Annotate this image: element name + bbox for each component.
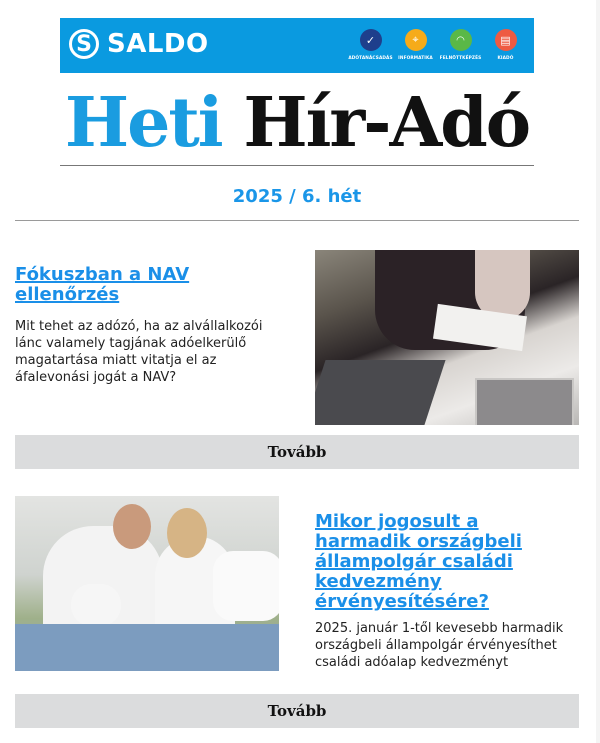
image-father-head: [113, 504, 151, 549]
image-boy: [213, 551, 279, 621]
division-kiado[interactable]: [483, 29, 528, 61]
scrollbar[interactable]: [596, 0, 600, 743]
masthead-heti: Heti: [64, 83, 222, 163]
article-1-description: Mit tehet az adózó, ha az alvállalkozói lánc valamely tagjának adóelkerülő magatartása miatt vitatja el az áfalevonási jogát a NAV?: [15, 319, 263, 385]
division-links: [348, 29, 528, 61]
division-label: INFORMATIKA: [398, 56, 433, 61]
saldo-logo[interactable]: [69, 29, 209, 59]
image-mother-head: [167, 508, 207, 558]
article-2-title-link[interactable]: Mikor jogosult a harmadik országbeli állampolgár családi kedvezmény érvényesítésére?: [315, 511, 522, 612]
masthead-hir-ado: Hír-Adó: [243, 83, 530, 163]
masthead-title: [60, 82, 534, 164]
article-1-title-link[interactable]: Fókuszban a NAV ellenőrzés: [15, 264, 190, 305]
graduation-cap-icon: ◠: [450, 29, 472, 51]
masthead-divider: [60, 165, 534, 166]
image-toddler: [71, 584, 121, 626]
division-felnottkepzes[interactable]: [438, 29, 483, 61]
division-label: KIADÓ: [497, 56, 514, 61]
article-1-image[interactable]: [315, 250, 579, 425]
article-2-image[interactable]: [15, 496, 279, 671]
image-jeans: [15, 624, 279, 671]
logo-text: SALDO: [107, 29, 209, 59]
article-2-description: 2025. január 1-től kevesebb harmadik országbeli állampolgár érvényesíthet családi adóalap kedvezményt: [315, 621, 564, 670]
image-laptop: [315, 360, 446, 425]
article-2-more-button[interactable]: Tovább: [15, 694, 579, 728]
division-label: ADÓTANÁCSADÁS: [348, 56, 393, 61]
tax-advisory-icon: ✓: [360, 29, 382, 51]
division-informatika[interactable]: [393, 29, 438, 61]
brand-header-bar: [60, 18, 534, 73]
issue-divider: [15, 220, 579, 221]
article-1-more-button[interactable]: Tovább: [15, 435, 579, 469]
image-calculator: [475, 378, 574, 425]
division-label: FELNŐTTKÉPZÉS: [439, 56, 482, 61]
book-icon: ▤: [495, 29, 517, 51]
division-adotanacsadas[interactable]: [348, 29, 393, 61]
informatics-cursor-icon: ⌖: [405, 29, 427, 51]
saldo-s-logo-icon: S: [69, 29, 99, 59]
issue-week-label: 2025 / 6. hét: [232, 186, 362, 207]
